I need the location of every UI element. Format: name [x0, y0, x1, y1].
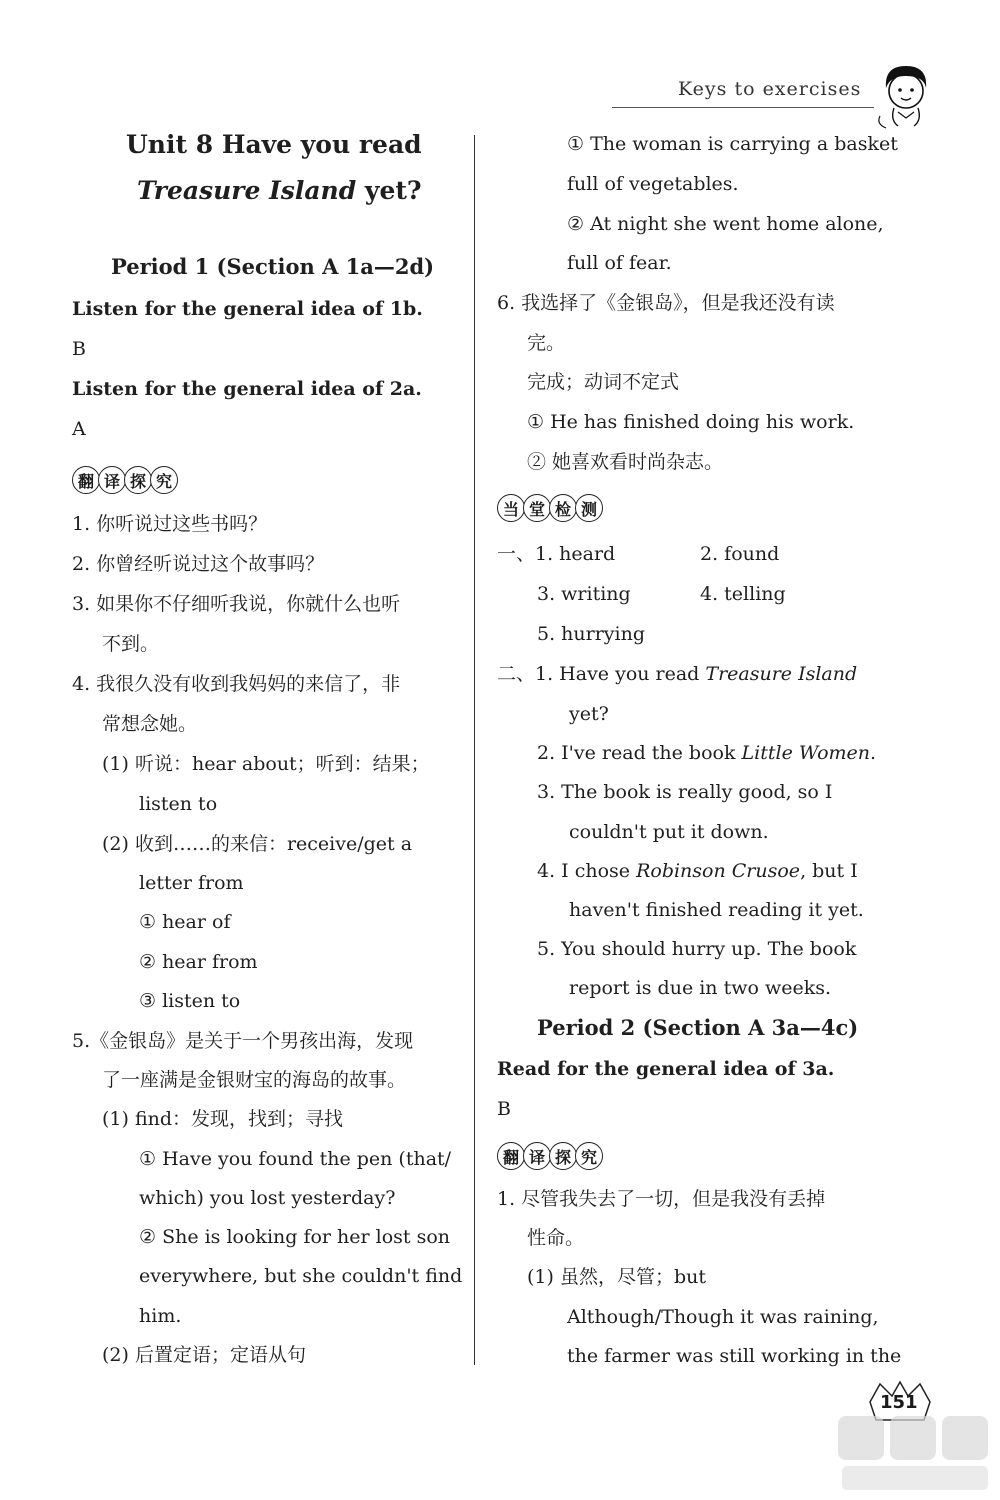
text-line: ③ listen to — [139, 990, 241, 1012]
unit-title-rest: yet? — [356, 176, 422, 205]
tag-char: 当 — [497, 494, 525, 522]
text-line: 3. 如果你不仔细听我说，你就什么也听 — [72, 593, 401, 615]
watermark-logo-icon — [828, 1410, 998, 1496]
text-line: 1. 你听说过这些书吗？ — [72, 513, 268, 535]
listen-2a-heading: Listen for the general idea of 2a. — [72, 378, 422, 400]
text-line: (2) 收到……的来信：receive/get a — [102, 833, 413, 855]
text-line: everywhere, but she couldn't find — [139, 1265, 463, 1287]
text-line: listen to — [139, 793, 218, 815]
answer-line — [497, 662, 857, 686]
header-rule — [612, 107, 874, 108]
answer-text: , but I — [800, 860, 858, 882]
text-line: the farmer was still working in the — [567, 1345, 902, 1367]
tag-char: 测 — [575, 494, 603, 522]
text-line: him. — [139, 1305, 182, 1327]
text-line: full of fear. — [567, 252, 672, 274]
answer-text: . — [870, 742, 877, 764]
tag-char: 译 — [98, 466, 126, 494]
text-line: ① Have you found the pen (that/ — [139, 1148, 452, 1170]
text-line: letter from — [139, 872, 244, 894]
text-line: (1) find：发现，找到；寻找 — [102, 1108, 344, 1130]
text-line: (2) 后置定语；定语从句 — [102, 1344, 306, 1366]
text-line: (1) 虽然，尽管；but — [527, 1266, 706, 1288]
answer-line: 3. writing — [537, 583, 631, 605]
answer-2a: A — [72, 418, 86, 440]
answer-line: 一、1. heard — [497, 543, 616, 565]
answer-line — [537, 741, 876, 765]
text-line: full of vegetables. — [567, 173, 739, 195]
tag-char: 堂 — [523, 494, 551, 522]
tag-char: 探 — [549, 1142, 577, 1170]
text-line: ② hear from — [139, 951, 258, 973]
text-line: ② She is looking for her lost son — [139, 1226, 451, 1248]
text-line: 4. 我很久没有收到我妈妈的来信了，非 — [72, 673, 401, 695]
book-title-italic: Treasure Island — [705, 663, 858, 685]
answer-line: report is due in two weeks. — [569, 977, 832, 999]
text-line: 了一座满是金银财宝的海岛的故事。 — [102, 1069, 407, 1091]
text-line: Although/Though it was raining, — [567, 1306, 879, 1328]
answer-line: 5. hurrying — [537, 623, 646, 645]
tag-char: 译 — [523, 1142, 551, 1170]
answer-line: 4. telling — [700, 583, 786, 605]
answer-text: 4. I chose — [537, 860, 637, 882]
text-line: which) you lost yesterday? — [139, 1187, 396, 1209]
tag-char: 探 — [124, 466, 152, 494]
text-line: 完。 — [527, 332, 566, 354]
unit-title-italic: Treasure Island — [137, 176, 357, 205]
tag-char: 翻 — [72, 466, 100, 494]
answer-line: 3. The book is really good, so I — [537, 781, 833, 803]
answer-line: 2. found — [700, 543, 780, 565]
period-1-heading: Period 1 (Section A 1a—2d) — [111, 254, 435, 279]
answer-3a: B — [497, 1098, 511, 1120]
text-line: ① He has finished doing his work. — [527, 411, 855, 433]
girl-mascot-icon — [872, 58, 940, 130]
unit-heading-line1: Unit 8 Have you read — [126, 130, 422, 159]
answer-text: 二、1. Have you read — [497, 663, 706, 685]
answer-line: haven't finished reading it yet. — [569, 899, 864, 921]
text-line: ② 她喜欢看时尚杂志。 — [527, 451, 724, 473]
tag-char: 检 — [549, 494, 577, 522]
listen-1b-heading: Listen for the general idea of 1b. — [72, 298, 423, 320]
translation-section-tag — [72, 466, 176, 494]
classroom-test-section-tag — [497, 494, 601, 522]
text-line: 5.《金银岛》是关于一个男孩出海，发现 — [72, 1030, 414, 1052]
answer-line — [537, 859, 858, 883]
book-title-italic: Robinson Crusoe — [636, 860, 801, 882]
text-line: 完成；动词不定式 — [527, 371, 680, 393]
tag-char: 究 — [150, 466, 178, 494]
unit-heading-line2 — [137, 176, 422, 205]
answer-1b: B — [72, 338, 86, 360]
text-line: 1. 尽管我失去了一切，但是我没有丢掉 — [497, 1188, 826, 1210]
translation-section-tag-2 — [497, 1142, 601, 1170]
text-line: 性命。 — [527, 1227, 585, 1249]
text-line: ② At night she went home alone, — [567, 213, 884, 235]
tag-char: 究 — [575, 1142, 603, 1170]
text-line: (1) 听说：hear about；听到：结果； — [102, 753, 430, 775]
text-line: ① hear of — [139, 911, 231, 933]
page-number: 151 — [880, 1392, 918, 1413]
answer-line: yet? — [569, 703, 609, 725]
text-line: ① The woman is carrying a basket — [567, 133, 898, 155]
text-line: 2. 你曾经听说过这个故事吗？ — [72, 553, 325, 575]
running-header: Keys to exercises — [678, 78, 862, 100]
answer-text: 2. I've read the book — [537, 742, 742, 764]
period-2-heading: Period 2 (Section A 3a—4c) — [537, 1015, 859, 1040]
answer-line: couldn't put it down. — [569, 821, 769, 843]
tag-char: 翻 — [497, 1142, 525, 1170]
text-line: 不到。 — [102, 633, 160, 655]
text-line: 常想念她。 — [102, 713, 198, 735]
book-title-italic: Little Women — [741, 742, 871, 764]
text-line: 6. 我选择了《金银岛》，但是我还没有读 — [497, 292, 835, 314]
read-3a-heading: Read for the general idea of 3a. — [497, 1058, 835, 1080]
answer-line: 5. You should hurry up. The book — [537, 938, 857, 960]
column-divider — [474, 135, 475, 1365]
